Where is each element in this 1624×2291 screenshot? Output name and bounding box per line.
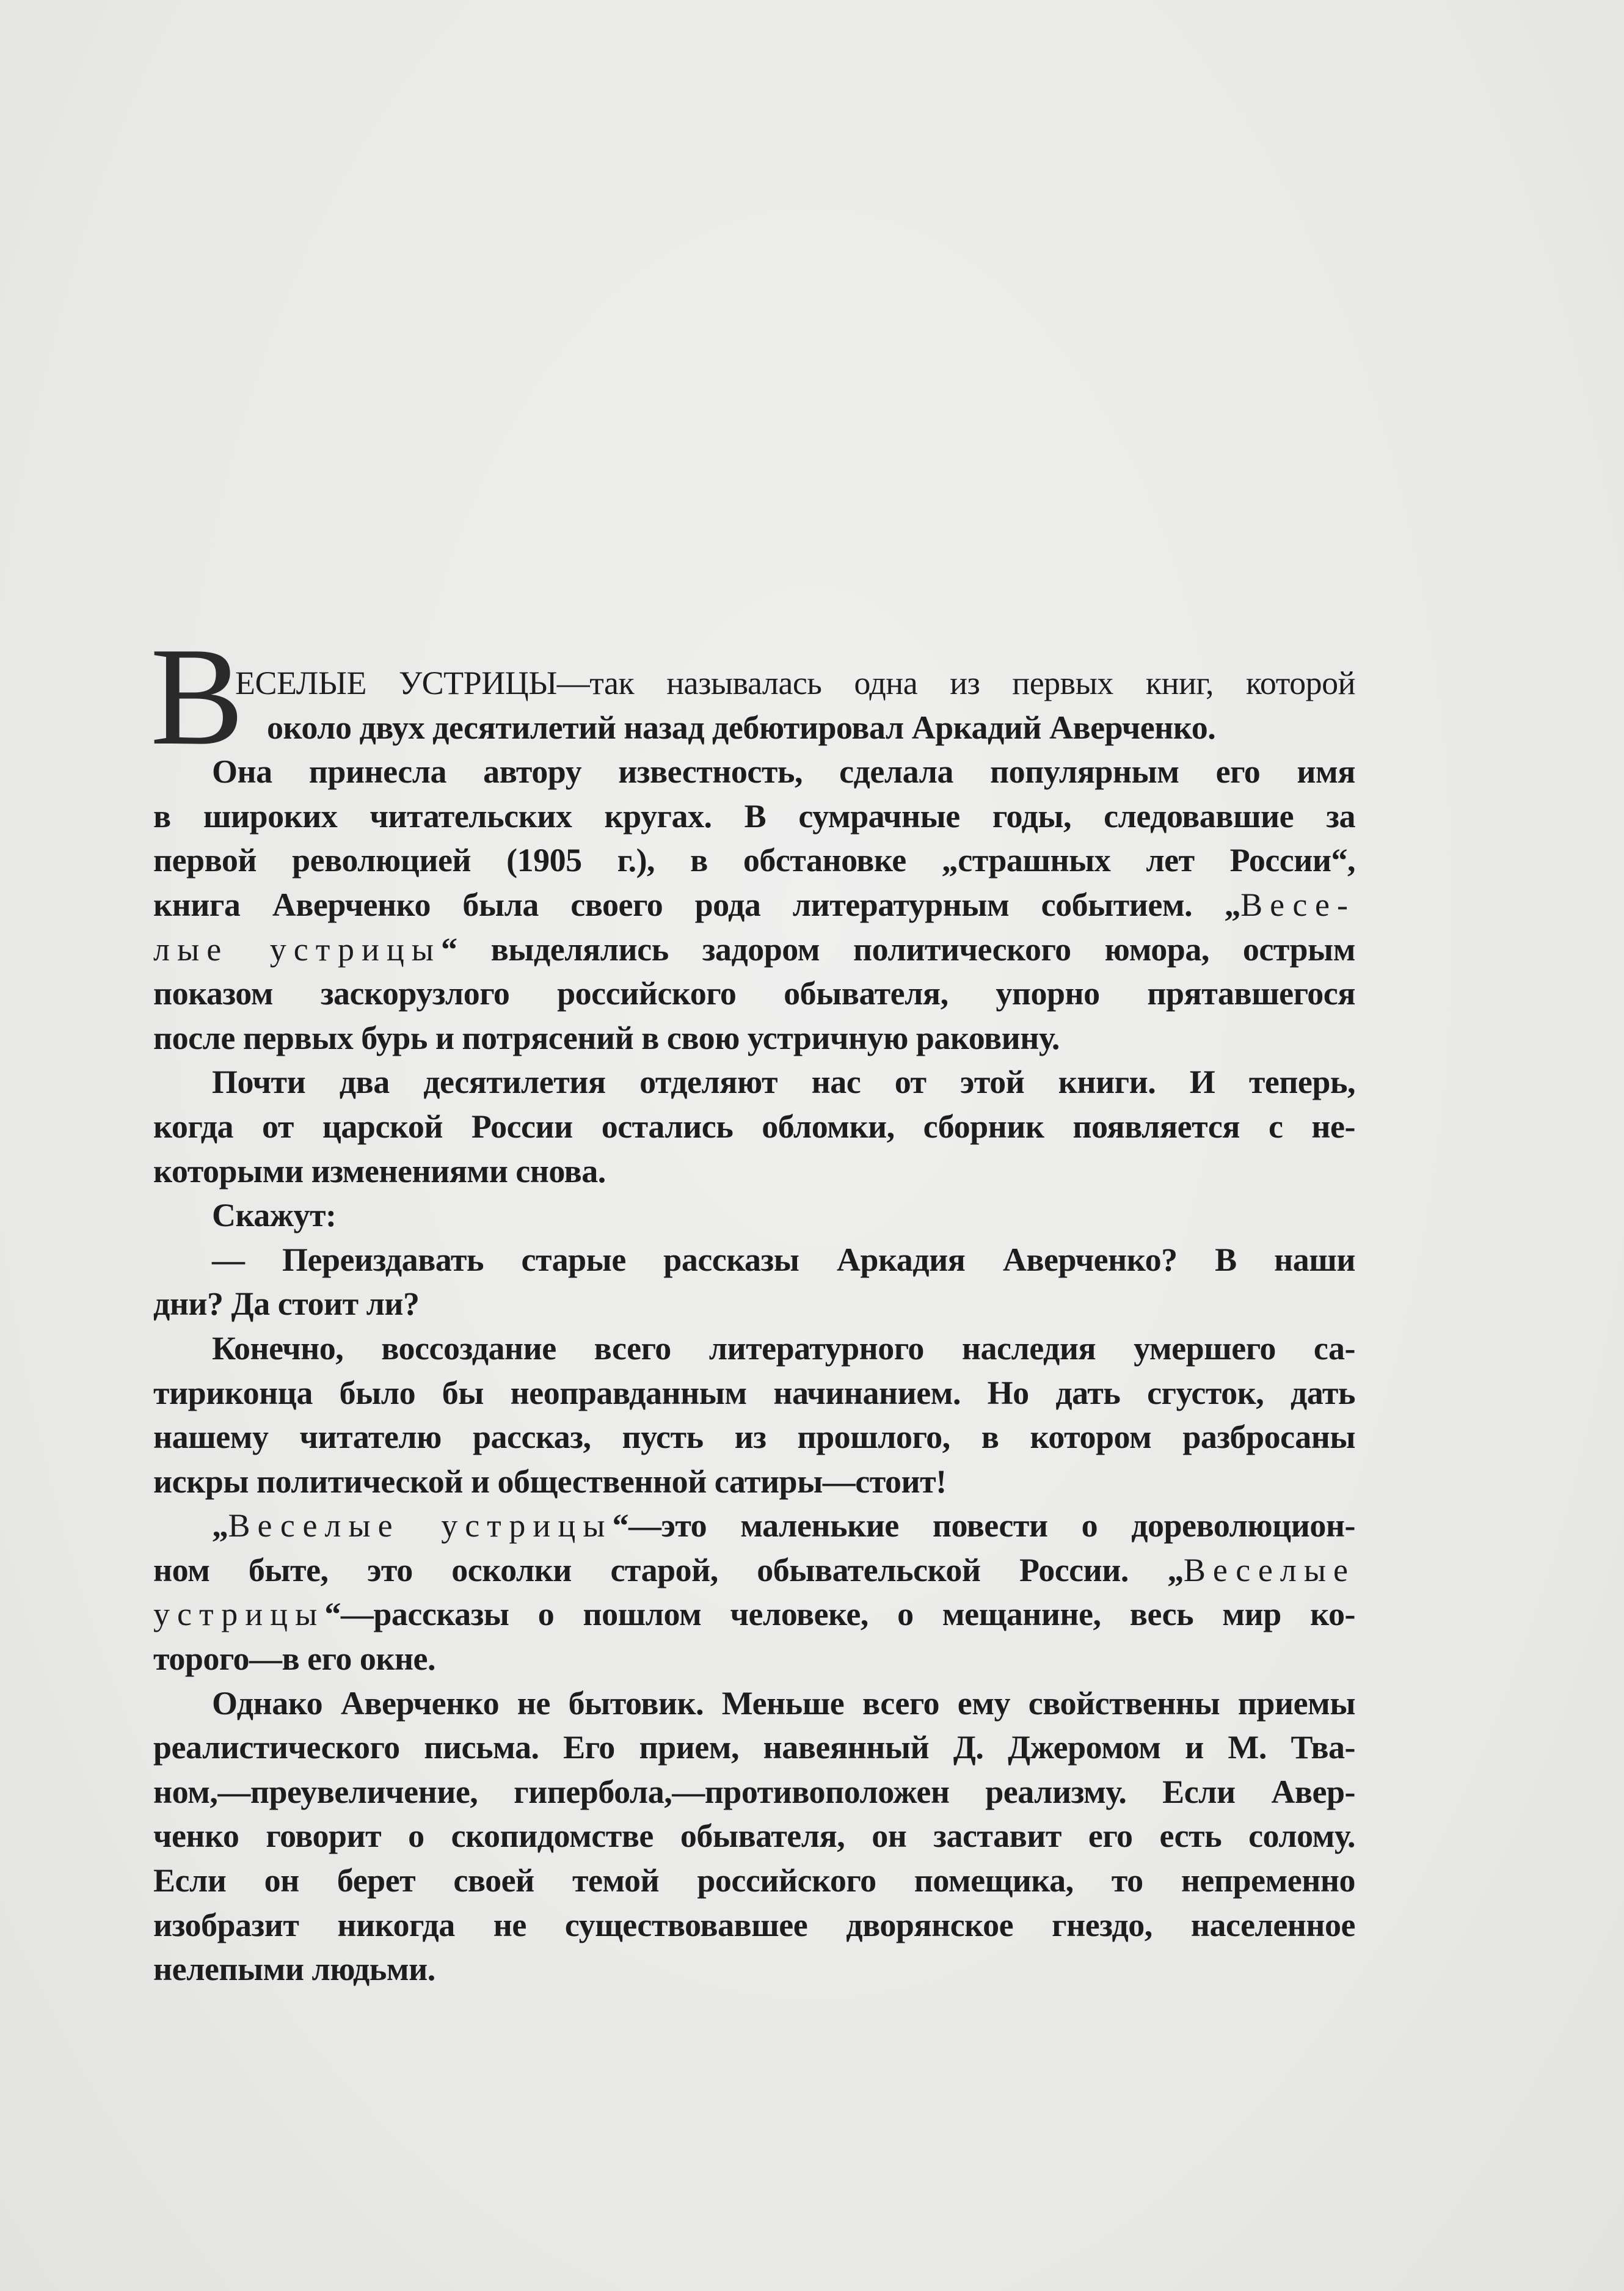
text-segment: Если он берет своей темой российского помещика, то непременно	[153, 1862, 1355, 1899]
text-segment: —так называлась одна из первых книг, которой	[556, 665, 1355, 701]
text-line	[153, 1371, 1355, 1416]
text-segment: которыми изменениями снова.	[153, 1152, 606, 1189]
text-line	[153, 1681, 1355, 1726]
text-line	[153, 1947, 1355, 1992]
text-line	[153, 794, 1355, 839]
spaced-title-text: лые устрицы	[153, 930, 442, 968]
text-segment: “ выделялись задором политического юмора, острым	[441, 930, 1355, 968]
paragraph	[153, 1326, 1355, 1504]
text-segment: в широких читательских кругах. В сумрачные годы, следовавшие за	[153, 797, 1355, 835]
text-line	[153, 1592, 1355, 1637]
text-line	[153, 1903, 1355, 1948]
text-line	[153, 1238, 1355, 1282]
spaced-title-text: Веселые	[1183, 1551, 1355, 1588]
text-line	[153, 661, 1355, 706]
text-segment: нелепыми людьми.	[153, 1951, 435, 1988]
text-segment: Она принесла автору известность, сделала популярным его имя	[212, 753, 1355, 791]
text-segment: ном быте, это осколки старой, обывательской России. „	[153, 1551, 1184, 1588]
paragraph	[153, 1060, 1355, 1193]
text-segment: торого—в его окне.	[153, 1640, 436, 1678]
text-line	[153, 971, 1355, 1016]
text-line	[153, 1282, 1355, 1326]
text-segment: изобразит никогда не существовавшее дворянское гнездо, населенное	[153, 1906, 1355, 1943]
text-segment: дни? Да стоит ли?	[153, 1285, 420, 1323]
text-line	[153, 706, 1355, 750]
paragraph	[153, 1681, 1355, 1992]
text-line	[153, 1149, 1355, 1194]
paragraph	[153, 1193, 1355, 1238]
spaced-title-text: устрицы	[153, 1596, 325, 1633]
text-segment: когда от царской России остались обломки, сборник появляется с не-	[153, 1108, 1355, 1145]
paragraph	[153, 1238, 1355, 1326]
text-segment: „	[212, 1507, 228, 1544]
paragraph	[153, 1504, 1355, 1681]
text-line	[153, 838, 1355, 883]
text-segment: Скажут:	[212, 1197, 337, 1234]
text-segment: тириконца было бы неоправданным начинанием. Но дать сгусток, дать	[153, 1374, 1355, 1411]
text-line	[153, 1415, 1355, 1460]
text-segment: ченко говорит о скопидомстве обывателя, он заставит его есть солому.	[153, 1818, 1355, 1855]
drop-cap: В	[150, 618, 244, 774]
text-segment: около двух десятилетий назад дебютировал Аркадий Аверченко.	[267, 709, 1216, 746]
text-line	[153, 1504, 1355, 1548]
text-segment: показом заскорузлого российского обывателя, упорно прятавшегося	[153, 975, 1355, 1012]
preface-text	[153, 661, 1355, 1992]
text-segment: реалистического письма. Его прием, навеянный Д. Джеромом и М. Тва-	[153, 1729, 1355, 1766]
text-line	[153, 1858, 1355, 1903]
text-segment: Однако Аверченко не бытовик. Меньше всего ему свойственны приемы	[212, 1684, 1355, 1722]
text-line	[153, 750, 1355, 794]
text-segment: “—это маленькие повести о дореволюцион-	[612, 1507, 1355, 1544]
text-line	[153, 1105, 1355, 1149]
text-line	[153, 1770, 1355, 1814]
paragraph	[153, 750, 1355, 1060]
text-line	[153, 1548, 1355, 1593]
text-segment: ЕСЕЛЫЕ УСТРИЦЫ	[235, 665, 557, 701]
text-segment: искры политической и общественной сатиры—стоит!	[153, 1463, 947, 1500]
spaced-title-text: Веселые устрицы	[228, 1507, 613, 1544]
paragraph	[153, 661, 1355, 750]
text-line	[153, 1326, 1355, 1371]
text-line	[153, 883, 1355, 927]
text-line	[153, 1725, 1355, 1770]
text-segment: — Переиздавать старые рассказы Аркадия Аверченко? В наши	[212, 1241, 1355, 1278]
text-segment: “—рассказы о пошлом человеке, о мещанине, весь мир ко-	[324, 1596, 1355, 1633]
text-line	[153, 927, 1355, 972]
text-line	[153, 1637, 1355, 1681]
text-line	[153, 1060, 1355, 1105]
text-segment: ном,—преувеличение, гипербола,—противоположен реализму. Если Авер-	[153, 1773, 1355, 1810]
text-line	[153, 1460, 1355, 1504]
text-segment: Конечно, воссоздание всего литературного наследия умершего са-	[212, 1329, 1355, 1367]
text-line	[153, 1814, 1355, 1858]
text-line	[153, 1016, 1355, 1061]
text-segment: книга Аверченко была своего рода литературным событием. „	[153, 886, 1241, 923]
text-line	[153, 1193, 1355, 1238]
spaced-title-text: Весе-	[1240, 886, 1355, 923]
text-segment: Почти два десятилетия отделяют нас от этой книги. И теперь,	[212, 1064, 1355, 1101]
text-segment: нашему читателю рассказ, пусть из прошлого, в котором разбросаны	[153, 1419, 1355, 1456]
text-segment: первой революцией (1905 г.), в обстановке „страшных лет России“,	[153, 842, 1355, 879]
text-segment: после первых бурь и потрясений в свою устричную раковину.	[153, 1019, 1060, 1056]
